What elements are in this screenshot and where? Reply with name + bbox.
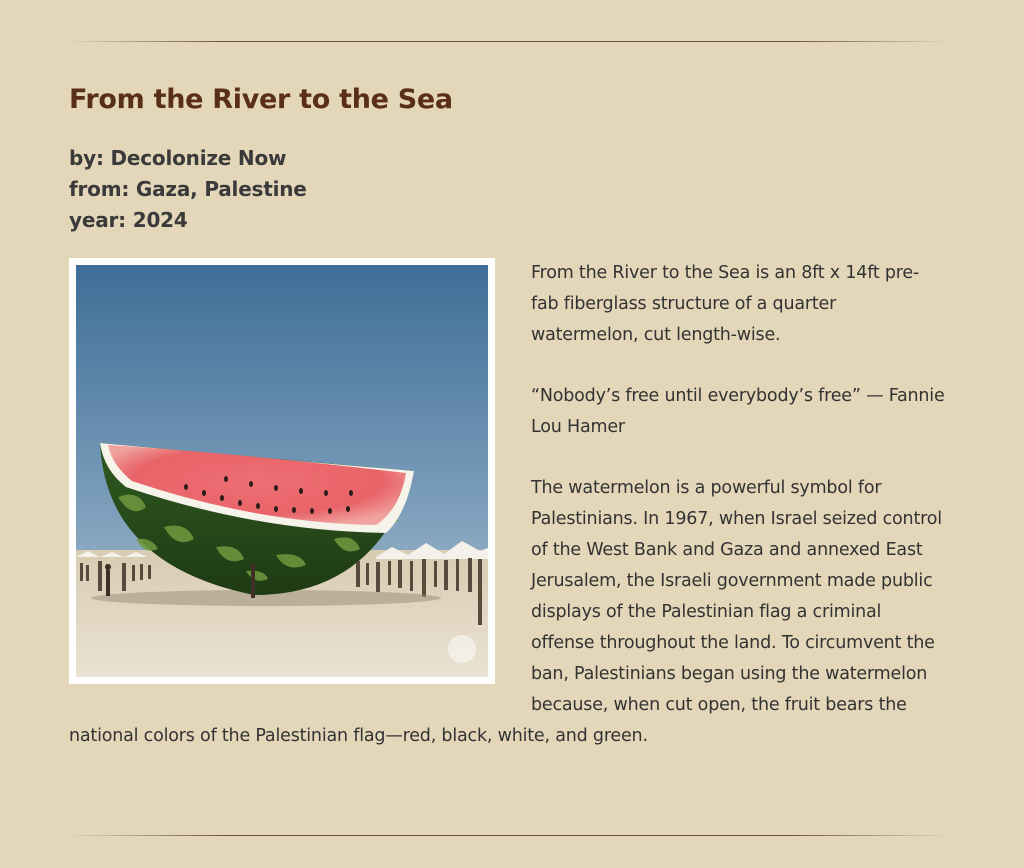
description-paragraph-1: From the River to the Sea is an 8ft x 14ft pre-fab fiberglass structure of a quarter watermelon, cut length-wise. bbox=[531, 263, 920, 345]
description-paragraph-3: The watermelon is a powerful symbol for Palestinians. In 1967, when Israel seized control of the West Bank and Gaza and annexed East Jerusalem, the Israeli government made public displays of the Palestinian flag a criminal offense throughout the land. To circumvent the ban, Palestinians began using the watermelon because, when cut open, the fruit bears the national colors of the Palestinian flag—red, black, white, and green. bbox=[69, 478, 942, 746]
artwork-article bbox=[69, 80, 945, 752]
artist-byline: by: Decolonize Now bbox=[69, 146, 287, 170]
bottom-divider bbox=[68, 835, 948, 836]
artwork-title: From the River to the Sea bbox=[69, 84, 453, 115]
artist-origin: from: Gaza, Palestine bbox=[69, 177, 307, 201]
artwork-year: year: 2024 bbox=[69, 208, 188, 232]
artwork-description bbox=[69, 258, 945, 752]
quote-paragraph: “Nobody’s free until everybody’s free” — Fannie Lou Hamer bbox=[531, 386, 945, 437]
watermelon-sculpture-photo bbox=[76, 265, 488, 677]
top-divider bbox=[68, 41, 948, 42]
artwork-meta bbox=[69, 143, 945, 236]
artwork-image bbox=[69, 258, 495, 684]
